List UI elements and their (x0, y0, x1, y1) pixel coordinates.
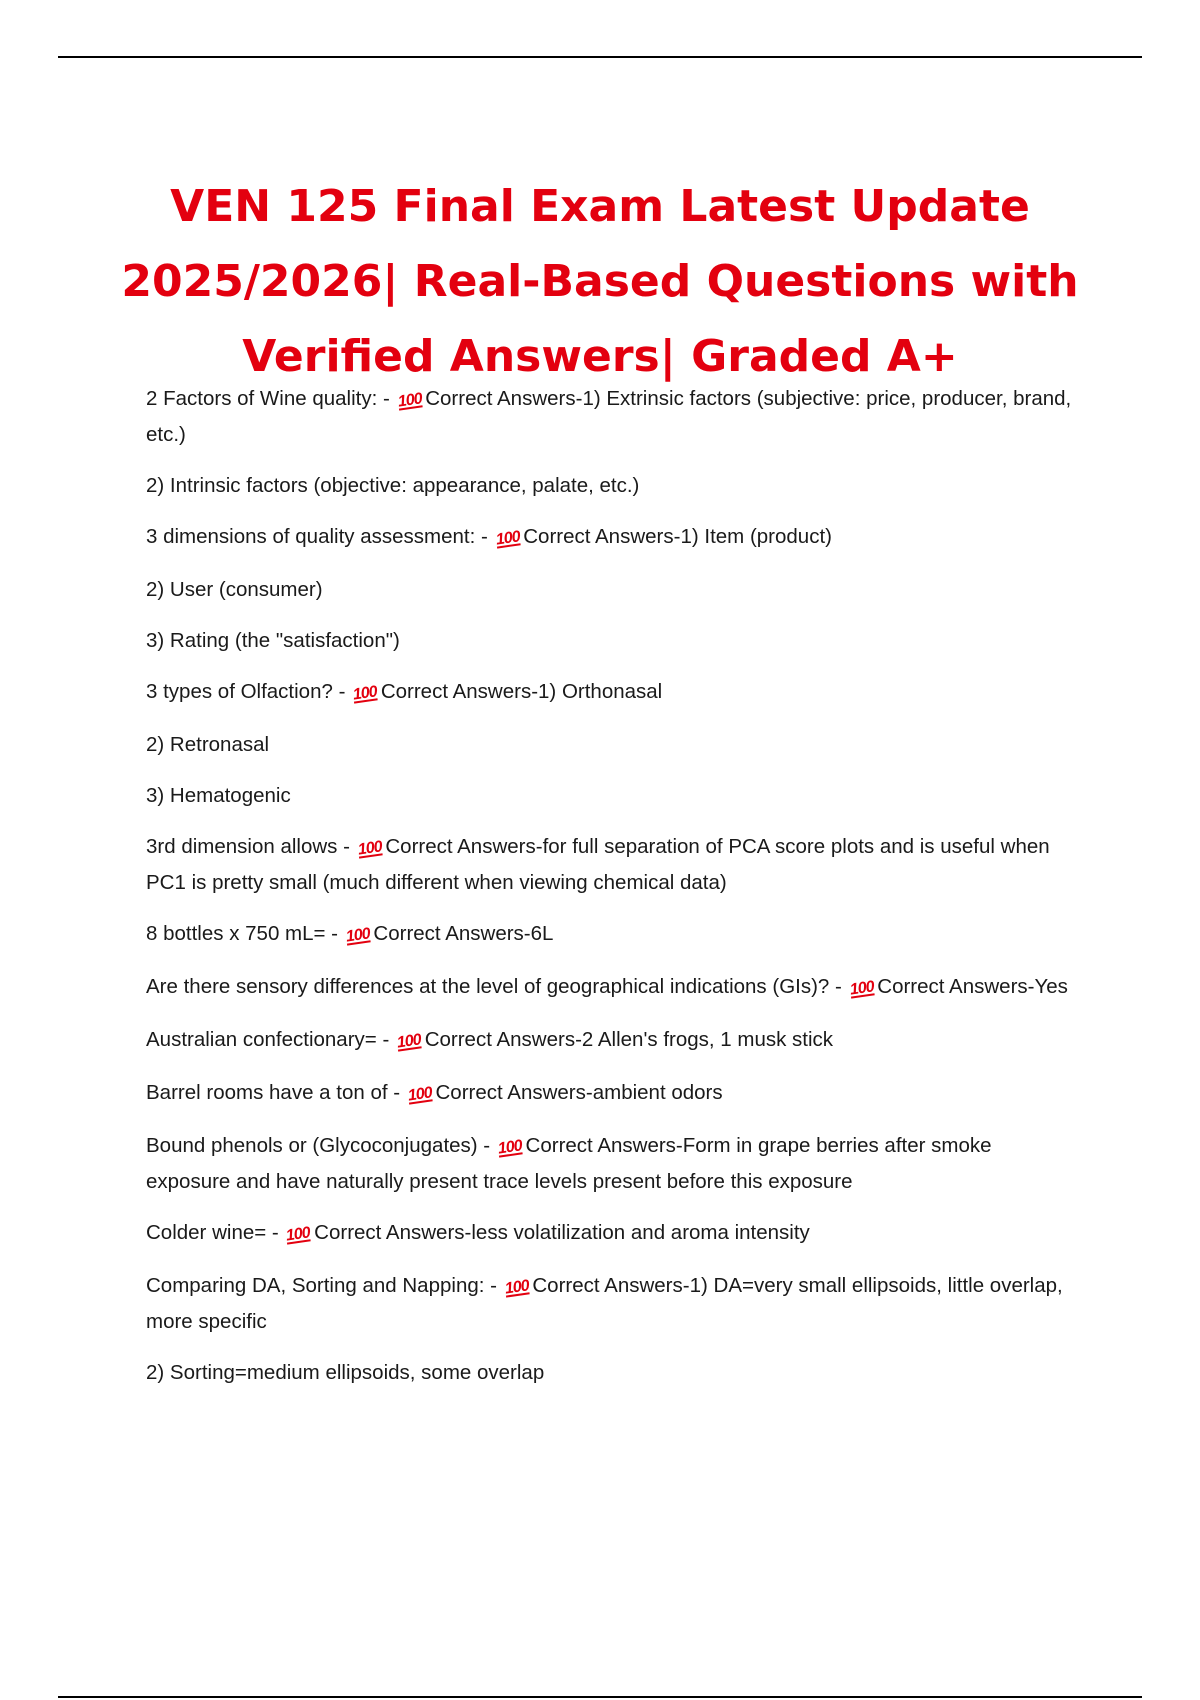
answer-prefix: Correct Answers- (877, 975, 1035, 998)
answer-prefix: Correct Answers- (523, 525, 681, 548)
hundred-points-icon: 100 (396, 390, 423, 411)
top-rule (58, 56, 1142, 58)
hundred-points-icon: 100 (356, 838, 383, 859)
hundred-points-icon: 100 (494, 528, 521, 549)
answer-text: less volatilization and aroma intensity (471, 1221, 810, 1244)
qa-item (146, 917, 1081, 953)
hundred-points-icon: 100 (351, 683, 378, 704)
answer-text: 6L (530, 922, 554, 945)
answer-prefix: Correct Answers- (385, 835, 543, 858)
answer-text: 1) Extrinsic factors (subjective: price, producer, brand, etc.) (146, 387, 1072, 446)
qa-item (146, 520, 1081, 556)
hundred-points-icon: 100 (848, 978, 875, 999)
document-title (80, 169, 1120, 394)
answer-prefix: Correct Answers- (435, 1081, 593, 1104)
question-text: Barrel rooms have a ton of - (146, 1081, 401, 1104)
answer-continuation: 2) Sorting=medium ellipsoids, some overlap (146, 1361, 545, 1384)
answer-text: 1) Item (product) (680, 525, 832, 548)
hundred-points-icon: 100 (503, 1277, 530, 1298)
qa-item (146, 469, 1081, 503)
question-text: 3rd dimension allows - (146, 835, 350, 858)
question-text: 3 dimensions of quality assessment: - (146, 525, 488, 548)
answer-continuation: 3) Rating (the "satisfaction") (146, 629, 400, 652)
answer-prefix: Correct Answers- (424, 1028, 582, 1051)
answer-text: Yes (1034, 975, 1068, 998)
answer-prefix: Correct Answers- (532, 1274, 690, 1297)
qa-item (146, 970, 1081, 1006)
question-text: Australian confectionary= - (146, 1028, 390, 1051)
qa-item (146, 1356, 1081, 1390)
question-text: Colder wine= - (146, 1221, 279, 1244)
hundred-points-icon: 100 (344, 925, 371, 946)
qa-item (146, 573, 1081, 607)
answer-prefix: Correct Answers- (380, 680, 539, 703)
title-line: 2025/2026| Real-Based Questions with (121, 256, 1079, 308)
qa-item (146, 624, 1081, 658)
answer-prefix: Correct Answers- (314, 1221, 472, 1244)
answer-prefix: Correct Answers- (373, 922, 531, 945)
answer-text: Form in grape berries after smoke exposure and have naturally present trace levels present before this exposure (146, 1134, 992, 1193)
answer-continuation: 2) User (consumer) (146, 578, 323, 601)
qa-item (146, 1269, 1081, 1339)
hundred-points-icon: 100 (285, 1224, 312, 1245)
qa-list (146, 382, 1081, 1407)
answer-text: 1) Orthonasal (538, 680, 663, 703)
qa-item (146, 779, 1081, 813)
qa-item (146, 1216, 1081, 1252)
answer-text: 2 Allen's frogs, 1 musk stick (581, 1028, 834, 1051)
question-text: Bound phenols or (Glycoconjugates) - (146, 1134, 491, 1157)
qa-item (146, 382, 1081, 452)
answer-text: 1) DA=very small ellipsoids, little overlap, more specific (146, 1274, 1063, 1333)
hundred-points-icon: 100 (395, 1031, 422, 1052)
qa-item (146, 1023, 1081, 1059)
answer-text: ambient odors (592, 1081, 723, 1104)
answer-text: for full separation of PCA score plots and is useful when PC1 is pretty small (much different when viewing chemical data) (146, 835, 1050, 894)
question-text: 3 types of Olfaction? - (146, 680, 346, 703)
title-line: Verified Answers| Graded A+ (242, 331, 958, 383)
answer-prefix: Correct Answers- (425, 387, 583, 410)
question-text: 8 bottles x 750 mL= - (146, 922, 339, 945)
qa-item (146, 728, 1081, 762)
qa-item (146, 1076, 1081, 1112)
question-text: Comparing DA, Sorting and Napping: - (146, 1274, 497, 1297)
answer-prefix: Correct Answers- (525, 1134, 683, 1157)
title-line: VEN 125 Final Exam Latest Update (170, 181, 1030, 233)
hundred-points-icon: 100 (406, 1084, 433, 1105)
qa-item (146, 675, 1081, 711)
answer-continuation: 3) Hematogenic (146, 784, 291, 807)
question-text: Are there sensory differences at the level of geographical indications (GIs)? - (146, 975, 842, 998)
question-text: 2 Factors of Wine quality: - (146, 387, 390, 410)
answer-continuation: 2) Intrinsic factors (objective: appearance, palate, etc.) (146, 474, 640, 497)
qa-item (146, 1129, 1081, 1199)
qa-item (146, 830, 1081, 900)
hundred-points-icon: 100 (496, 1137, 523, 1158)
bottom-rule (58, 1696, 1142, 1698)
answer-continuation: 2) Retronasal (146, 733, 270, 756)
